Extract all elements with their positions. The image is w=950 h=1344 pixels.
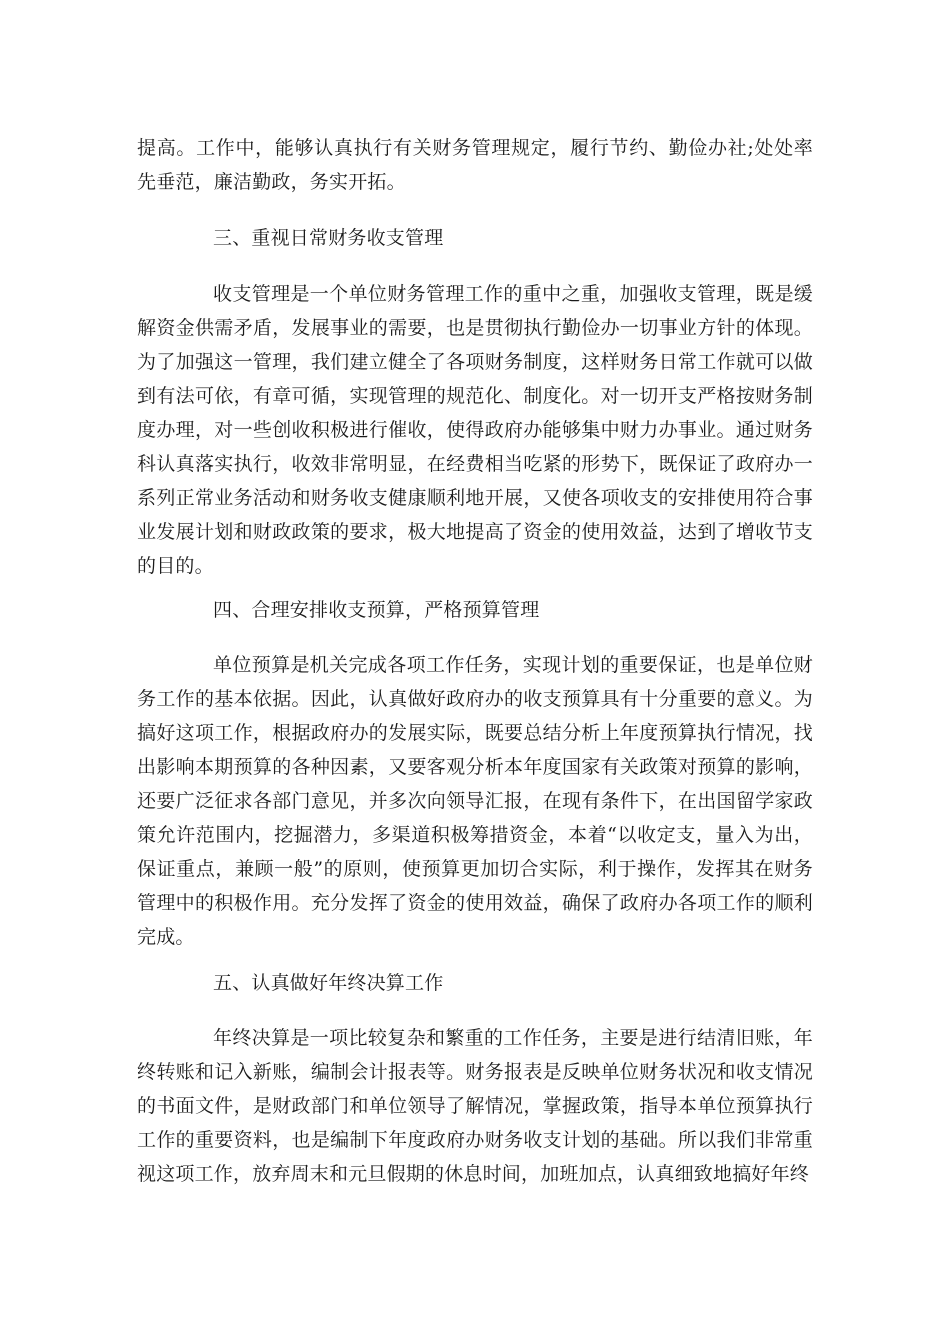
continuation-paragraph: 提高。工作中，能够认真执行有关财务管理规定，履行节约、勤俭办社;处处率先垂范，廉洁勤政，务实开拓。 <box>137 137 813 193</box>
section-4-body: 单位预算是机关完成各项工作任务，实现计划的重要保证，也是单位财务工作的基本依据。因此，认真做好政府办的收支预算具有十分重要的意义。为搞好这项工作，根据政府办的发展实际，既要总结分析上年度预算执行情况，找出影响本期预算的各种因素，又要客观分析本年度国家有关政策对预算的影响，还要广泛征求各部门意见，并多次向领导汇报，在现有条件下，在出国留学家政策允许范围内，挖掘潜力，多渠道积极筹措资金，本着“以收定支，量入为出，保证重点，兼顾一般”的原则，使预算更加切合实际，利于操作，发挥其在财务管理中的积极作用。充分发挥了资金的使用效益，确保了政府办各项工作的顺利完成。 <box>137 654 813 948</box>
section-5-body: 年终决算是一项比较复杂和繁重的工作任务，主要是进行结清旧账，年终转账和记入新账，编制会计报表等。财务报表是反映单位财务状况和收支情况的书面文件，是财政部门和单位领导了解情况，掌握政策，指导本单位预算执行工作的重要资料，也是编制下年度政府办财务收支计划的基础。所以我们非常重视这项工作，放弃周末和元旦假期的休息时间，加班加点，认真细致地搞好年终 <box>137 1027 813 1185</box>
section-3-body: 收支管理是一个单位财务管理工作的重中之重，加强收支管理，既是缓解资金供需矛盾，发展事业的需要，也是贯彻执行勤俭办一切事业方针的体现。为了加强这一管理，我们建立健全了各项财务制度，这样财务日常工作就可以做到有法可依，有章可循，实现管理的规范化、制度化。对一切开支严格按财务制度办理，对一些创收积极进行催收，使得政府办能够集中财力办事业。通过财务科认真落实执行，收效非常明显，在经费相当吃紧的形势下，既保证了政府办一系列正常业务活动和财务收支健康顺利地开展，又使各项收支的安排使用符合事业发展计划和财政政策的要求，极大地提高了资金的使用效益，达到了增收节支的目的。 <box>137 283 813 577</box>
section-5-heading: 五、认真做好年终决算工作 <box>213 972 444 994</box>
section-3-heading: 三、重视日常财务收支管理 <box>213 227 444 249</box>
section-4-heading: 四、合理安排收支预算，严格预算管理 <box>213 599 540 621</box>
